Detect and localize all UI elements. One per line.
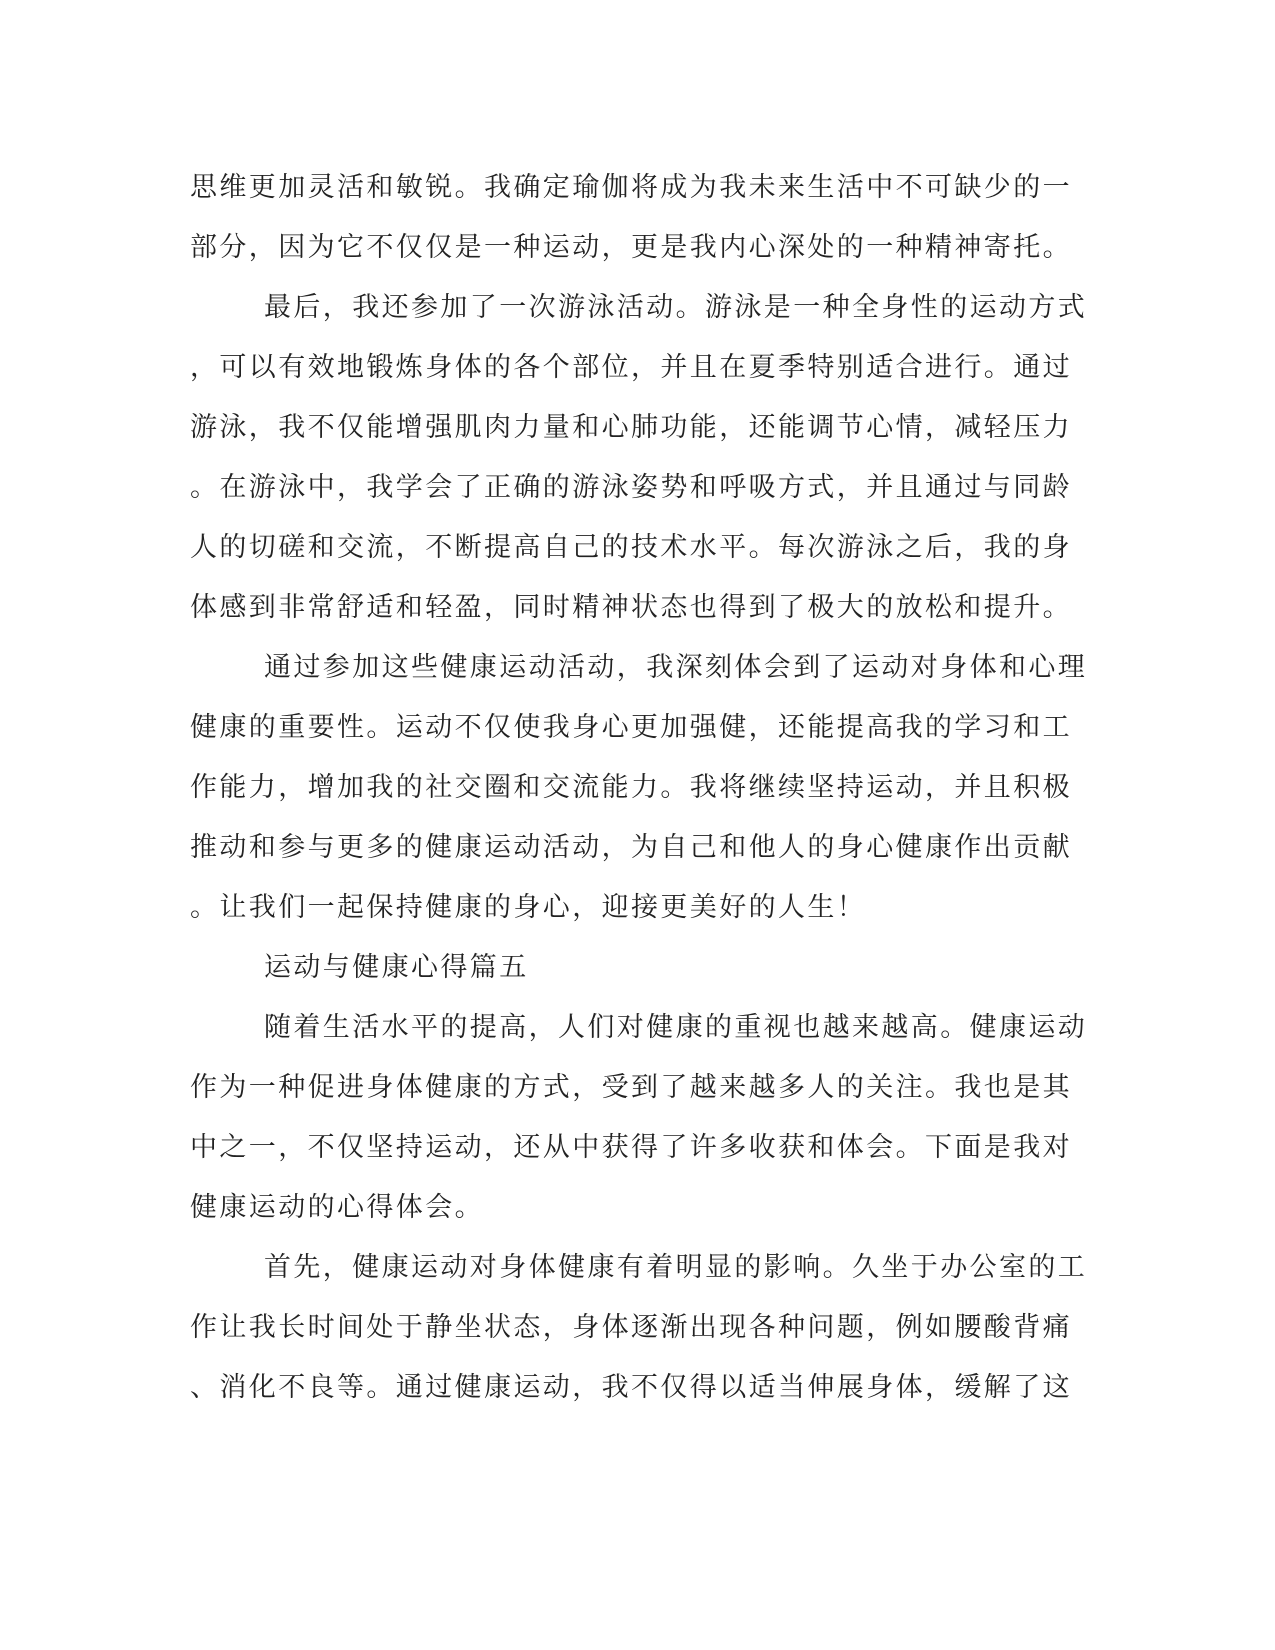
text-line: 、消化不良等。通过健康运动，我不仅得以适当伸展身体，缓解了这 bbox=[190, 1372, 1072, 1403]
text-line: 体感到非常舒适和轻盈，同时精神状态也得到了极大的放松和提升。 bbox=[190, 592, 1072, 623]
text-line: 健康运动的心得体会。 bbox=[190, 1192, 484, 1223]
document-body bbox=[190, 158, 1090, 1418]
text-line: 作为一种促进身体健康的方式，受到了越来越多人的关注。我也是其 bbox=[190, 1072, 1072, 1103]
text-line: 。在游泳中，我学会了正确的游泳姿势和呼吸方式，并且通过与同龄 bbox=[190, 472, 1072, 503]
paragraph-first-line: 通过参加这些健康运动活动，我深刻体会到了运动对身体和心理 bbox=[264, 652, 1088, 683]
paragraph-first-line: 最后，我还参加了一次游泳活动。游泳是一种全身性的运动方式 bbox=[264, 292, 1088, 323]
text-line: 健康的重要性。运动不仅使我身心更加强健，还能提高我的学习和工 bbox=[190, 712, 1072, 743]
text-line: 推动和参与更多的健康运动活动，为自己和他人的身心健康作出贡献 bbox=[190, 832, 1072, 863]
text-line: 思维更加灵活和敏锐。我确定瑜伽将成为我未来生活中不可缺少的一 bbox=[190, 172, 1072, 203]
text-line: 中之一，不仅坚持运动，还从中获得了许多收获和体会。下面是我对 bbox=[190, 1132, 1072, 1163]
text-line: 作让我长时间处于静坐状态，身体逐渐出现各种问题，例如腰酸背痛 bbox=[190, 1312, 1072, 1343]
text-line: 游泳，我不仅能增强肌肉力量和心肺功能，还能调节心情，减轻压力 bbox=[190, 412, 1072, 443]
section-heading: 运动与健康心得篇五 bbox=[264, 952, 529, 983]
text-line: 作能力，增加我的社交圈和交流能力。我将继续坚持运动，并且积极 bbox=[190, 772, 1072, 803]
paragraph-first-line: 随着生活水平的提高，人们对健康的重视也越来越高。健康运动 bbox=[264, 1012, 1088, 1043]
text-line: ，可以有效地锻炼身体的各个部位，并且在夏季特别适合进行。通过 bbox=[190, 352, 1072, 383]
text-line: 。让我们一起保持健康的身心，迎接更美好的人生！ bbox=[190, 892, 867, 923]
text-line: 人的切磋和交流，不断提高自己的技术水平。每次游泳之后，我的身 bbox=[190, 532, 1072, 563]
paragraph-first-line: 首先，健康运动对身体健康有着明显的影响。久坐于办公室的工 bbox=[264, 1252, 1088, 1283]
text-line: 部分，因为它不仅仅是一种运动，更是我内心深处的一种精神寄托。 bbox=[190, 232, 1072, 263]
